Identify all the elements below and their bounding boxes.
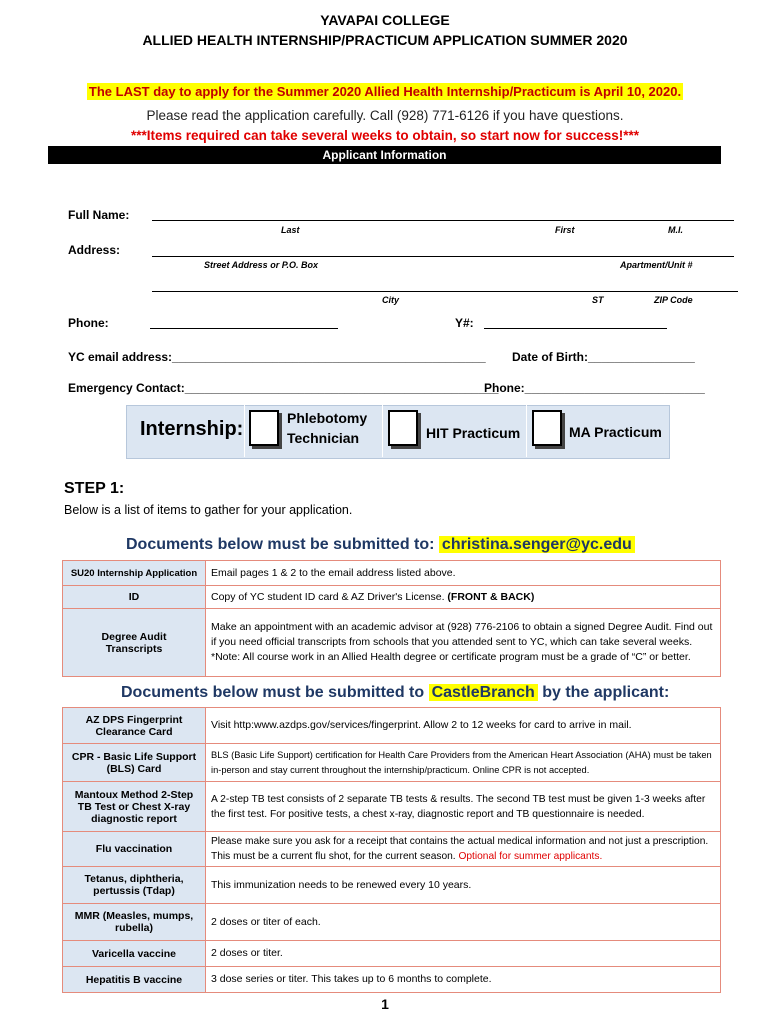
full-name-field[interactable]	[152, 220, 734, 221]
row-key: Hepatitis B vaccine	[63, 967, 206, 993]
step1-subtitle: Below is a list of items to gather for your application.	[64, 503, 353, 517]
mi-sublabel: M.I.	[668, 225, 683, 235]
full-name-label: Full Name:	[68, 208, 130, 222]
row-key: SU20 Internship Application	[63, 561, 206, 586]
phone-field[interactable]	[150, 328, 338, 329]
row-key: Mantoux Method 2-Step TB Test or Chest X-ray diagnostic report	[63, 782, 206, 832]
row-value: Please make sure you ask for a receipt that contains the actual medical information and not just a prescription. This must be a current flu shot, for the current season. Optional for summer applicants.	[206, 832, 721, 867]
table-row	[63, 782, 721, 832]
row-key: CPR - Basic Life Support (BLS) Card	[63, 744, 206, 782]
castlebranch-documents-table	[62, 707, 721, 993]
hit-practicum-checkbox[interactable]	[388, 410, 418, 446]
table-row	[63, 586, 721, 609]
row-value: A 2-step TB test consists of 2 separate TB tests & results. The second TB test must be given 1-3 weeks after the first test. For positive tests, a chest x-ray, diagnostic report and TB questionnaire is needed.	[206, 782, 721, 832]
row-key: Degree Audit Transcripts	[63, 609, 206, 677]
submission-email[interactable]: christina.senger@yc.edu	[439, 536, 635, 553]
row-value: Email pages 1 & 2 to the email address listed above.	[206, 561, 721, 586]
row-value: Make an appointment with an academic advisor at (928) 776-2106 to obtain a signed Degree Audit. Find out if you need official transcripts from schools that you attended sent to YC, which can take several weeks. *Note: All course work in an Allied Health degree or certificate program must be a grade of “C” or better.	[206, 609, 721, 677]
table-row	[63, 904, 721, 941]
castlebranch-highlight: CastleBranch	[429, 684, 538, 701]
read-carefully-note: Please read the application carefully. Call (928) 771-6126 if you have questions.	[146, 108, 624, 123]
row-key: AZ DPS Fingerprint Clearance Card	[63, 708, 206, 744]
y-number-label: Y#:	[455, 316, 474, 330]
form-title: ALLIED HEALTH INTERNSHIP/PRACTICUM APPLICATION SUMMER 2020	[142, 32, 628, 48]
address-label: Address:	[68, 243, 121, 257]
table-row	[63, 708, 721, 744]
row-key: Flu vaccination	[63, 832, 206, 867]
table-row	[63, 941, 721, 967]
street-sublabel: Street Address or P.O. Box	[204, 260, 319, 270]
row-key: Varicella vaccine	[63, 941, 206, 967]
yc-documents-table	[62, 560, 721, 677]
emergency-phone-field[interactable]: Phone:___________________________	[484, 381, 705, 395]
table-row	[63, 744, 721, 782]
divider	[382, 405, 383, 457]
row-value: Copy of YC student ID card & AZ Driver's License. (FRONT & BACK)	[206, 586, 721, 609]
yc-section-heading: Documents below must be submitted to: christina.senger@yc.edu	[126, 536, 635, 554]
phlebotomy-checkbox[interactable]	[249, 410, 279, 446]
step1-title: STEP 1:	[64, 480, 125, 497]
row-key: ID	[63, 586, 206, 609]
row-value: This immunization needs to be renewed every 10 years.	[206, 867, 721, 904]
hit-practicum-option-label: HIT Practicum	[426, 425, 521, 441]
yc-email-field[interactable]: YC email address:_______________________________________________	[68, 350, 486, 364]
ma-practicum-checkbox[interactable]	[532, 410, 562, 446]
deadline-text: The LAST day to apply for the Summer 2020 Allied Health Internship/Practicum is April 10, 2020.	[88, 84, 682, 99]
table-row	[63, 561, 721, 586]
table-row	[63, 967, 721, 993]
apt-sublabel: Apartment/Unit #	[620, 260, 693, 270]
last-sublabel: Last	[281, 225, 300, 235]
row-value: 2 doses or titer of each.	[206, 904, 721, 941]
row-key: Tetanus, diphtheria, pertussis (Tdap)	[63, 867, 206, 904]
street-field[interactable]	[152, 256, 734, 257]
zip-sublabel: ZIP Code	[654, 295, 693, 305]
dob-field[interactable]: Date of Birth:________________	[512, 350, 695, 364]
st-sublabel: ST	[592, 295, 604, 305]
section-bar-applicant-info: Applicant Information	[48, 146, 721, 164]
row-value: Visit http:www.azdps.gov/services/fingerprint. Allow 2 to 12 weeks for card to arrive in mail.	[206, 708, 721, 744]
divider	[526, 405, 527, 457]
ma-practicum-option-label: MA Practicum	[569, 424, 662, 440]
phlebotomy-option-label: Phlebotomy Technician	[287, 410, 368, 446]
page-number: 1	[381, 996, 389, 1012]
emergency-contact-field[interactable]: Emergency Contact:_______________________________________________	[68, 381, 499, 395]
castlebranch-section-heading: Documents below must be submitted to CastleBranch by the applicant:	[121, 684, 670, 701]
deadline-notice	[0, 84, 770, 99]
internship-label: Internship:	[140, 418, 244, 440]
row-value: BLS (Basic Life Support) certification for Health Care Providers from the American Heart Association (AHA) must be taken in-person and stay current throughout the internship/practicum. Online CPR is not accepted.	[206, 744, 721, 782]
y-number-field[interactable]	[484, 328, 667, 329]
college-name: YAVAPAI COLLEGE	[320, 12, 450, 28]
table-row	[63, 609, 721, 677]
city-sublabel: City	[382, 295, 400, 305]
row-key: MMR (Measles, mumps, rubella)	[63, 904, 206, 941]
first-sublabel: First	[555, 225, 575, 235]
table-row	[63, 867, 721, 904]
table-row	[63, 832, 721, 867]
city-state-zip-field[interactable]	[152, 291, 738, 292]
row-value: 2 doses or titer.	[206, 941, 721, 967]
warning-note: ***Items required can take several weeks to obtain, so start now for success!***	[131, 128, 639, 143]
row-value: 3 dose series or titer. This takes up to 6 months to complete.	[206, 967, 721, 993]
phone-label: Phone:	[68, 316, 109, 330]
divider	[244, 405, 245, 457]
